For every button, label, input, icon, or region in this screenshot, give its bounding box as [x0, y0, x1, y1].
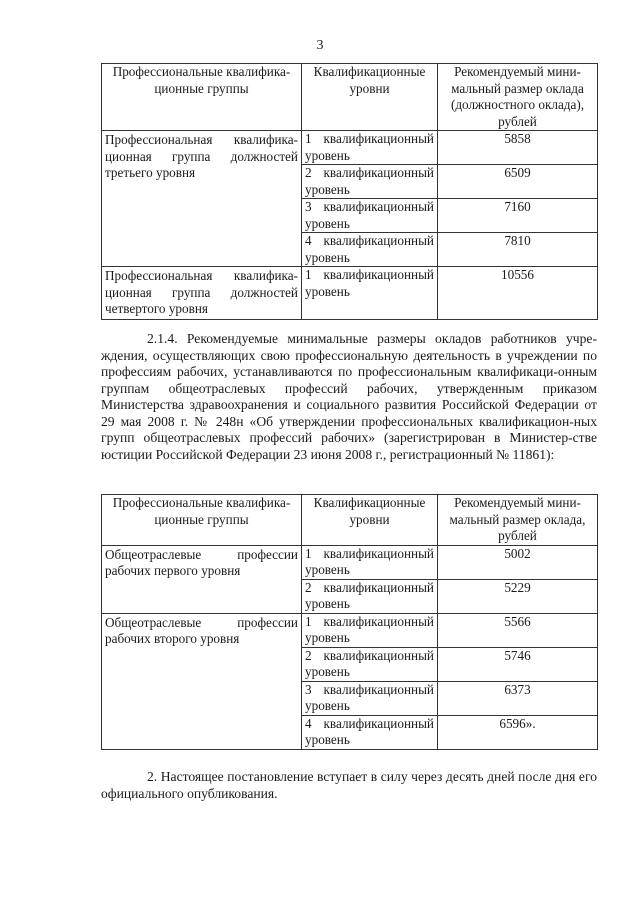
header-salary: Рекомендуемый мини-мальный размер оклада (должностного оклада), рублей: [438, 64, 598, 131]
header-groups: Профессиональные квалифика-ционные группы: [102, 495, 302, 546]
group-name: Общеотраслевые профессии рабочих второго уровня: [102, 613, 302, 749]
table-row: [102, 613, 598, 647]
paragraph-2-effective-date: 2. Настоящее постановление вступает в силу через десять дней после дня его официального опубликования.: [101, 769, 597, 801]
header-levels: Квалификационные уровни: [302, 64, 438, 131]
level-cell: 2 квалификационный уровень: [302, 579, 438, 613]
table-row: [102, 545, 598, 579]
header-groups: Профессиональные квалифика-ционные группы: [102, 64, 302, 131]
salary-table-employees: [101, 63, 598, 320]
salary-cell: 10556: [438, 267, 598, 320]
level-cell: 4 квалификационный уровень: [302, 233, 438, 267]
table-row: [102, 131, 598, 165]
header-salary: Рекомендуемый мини-мальный размер оклада, рублей: [438, 495, 598, 546]
level-cell: 1 квалификационный уровень: [302, 267, 438, 320]
level-cell: 1 квалификационный уровень: [302, 613, 438, 647]
table-header-row: [102, 495, 598, 546]
salary-cell: 6373: [438, 681, 598, 715]
level-cell: 4 квалификационный уровень: [302, 715, 438, 749]
salary-cell: 5229: [438, 579, 598, 613]
group-name: Профессиональная квалифика-ционная группа должностей четвертого уровня: [102, 267, 302, 320]
level-cell: 2 квалификационный уровень: [302, 647, 438, 681]
salary-cell: 5566: [438, 613, 598, 647]
level-cell: 2 квалификационный уровень: [302, 165, 438, 199]
level-cell: 1 квалификационный уровень: [302, 131, 438, 165]
salary-cell: 6596».: [438, 715, 598, 749]
salary-cell: 5858: [438, 131, 598, 165]
salary-table-workers: [101, 494, 598, 750]
level-cell: 3 квалификационный уровень: [302, 681, 438, 715]
salary-cell: 7160: [438, 199, 598, 233]
group-name: Общеотраслевые профессии рабочих первого уровня: [102, 545, 302, 613]
level-cell: 1 квалификационный уровень: [302, 545, 438, 579]
salary-cell: 5746: [438, 647, 598, 681]
header-levels: Квалификационные уровни: [302, 495, 438, 546]
page-number: 3: [316, 38, 324, 53]
level-cell: 3 квалификационный уровень: [302, 199, 438, 233]
paragraph-2-1-4: 2.1.4. Рекомендуемые минимальные размеры окладов работников учре-ждения, осуществляющих свою профессиональную деятельность в учреждении по профессиям рабочих, устанавливаются по профессиональным квалификаци-онным группам общеотраслевых профессий рабочих, утвержденным приказом Министерства здравоохранения и социального развития Российской Федерации от 29 мая 2008 г. № 248н «Об утверждении профессиональных квалификацион-ных групп общеотраслевых профессий рабочих» (зарегистрирован в Министер-стве юстиции Российской Федерации 23 июня 2008 г., регистрационный № 11861):: [101, 331, 597, 462]
table-header-row: [102, 64, 598, 131]
table-row: [102, 267, 598, 320]
group-name: Профессиональная квалифика-ционная группа должностей третьего уровня: [102, 131, 302, 267]
salary-cell: 6509: [438, 165, 598, 199]
salary-cell: 7810: [438, 233, 598, 267]
salary-cell: 5002: [438, 545, 598, 579]
